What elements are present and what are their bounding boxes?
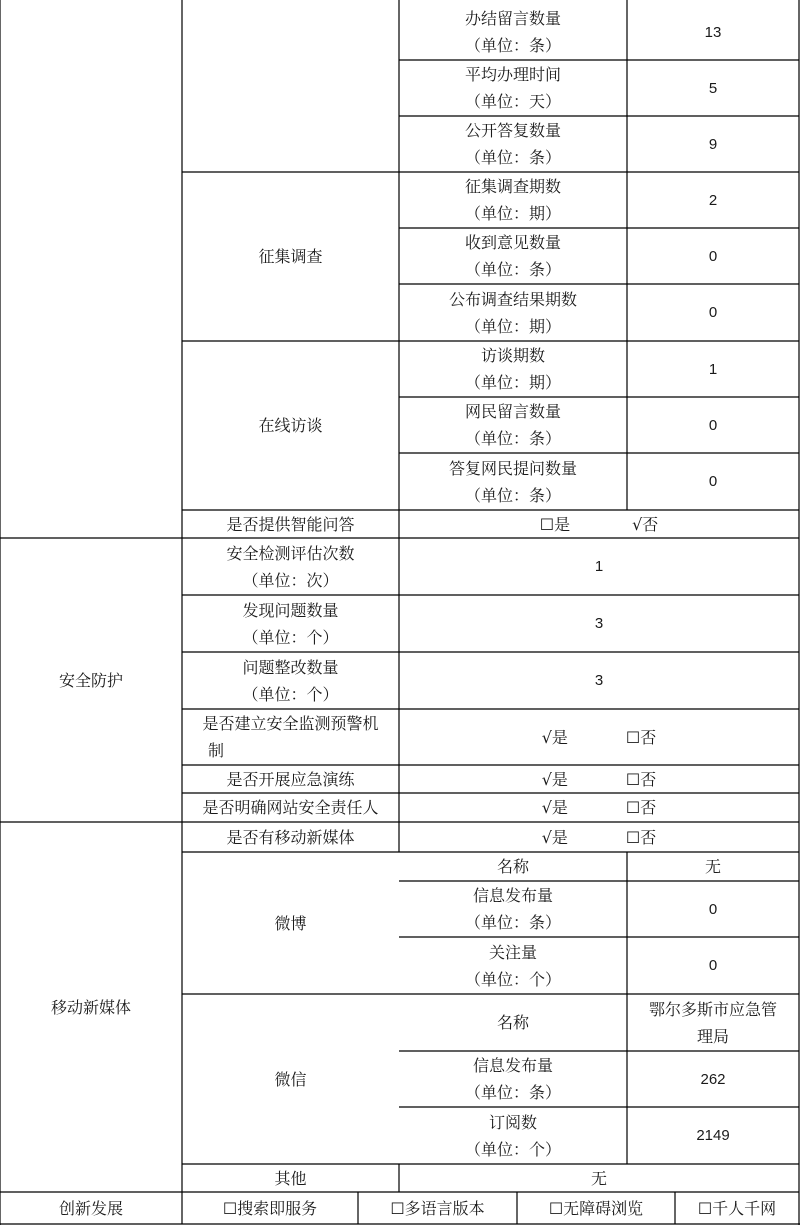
row-label: 是否建立安全监测预警机 制 [202,714,379,760]
yes-no-choice: √是 ☐否 [541,727,657,747]
yes-no-choice: √是 ☐否 [541,827,657,847]
row-value: 0 [708,900,718,918]
row-label: 名称 [496,1013,529,1032]
section-innovation: 创新发展 [58,1198,123,1218]
row-label: 是否提供智能问答 [226,514,355,534]
row-label: 答复网民提问数量 （单位：条） [448,458,577,505]
row-value: 2 [708,191,718,209]
section-security: 安全防护 [58,670,123,690]
row-value: 3 [594,672,604,689]
row-label: 名称 [496,857,529,876]
row-label: 发现问题数量 （单位：个） [242,600,339,647]
row-value: 1 [594,558,604,575]
row-value: 0 [708,304,718,321]
row-label: 关注量 （单位：个） [464,942,561,989]
group-weibo: 微博 [274,913,307,933]
row-label: 收到意见数量 （单位：条） [464,233,561,279]
row-label: 是否开展应急演练 [226,769,355,789]
row-value: 0 [708,473,718,490]
row-value: 无 [590,1168,607,1188]
yes-no-choice: ☐是 √否 [539,514,659,534]
row-label: 是否有移动新媒体 [226,827,355,847]
row-label: 信息发布量 （单位：条） [464,886,561,932]
row-value: 9 [708,135,718,153]
row-label: 平均办理时间 （单位：天） [464,65,561,111]
innovation-option: ☐多语言版本 [390,1198,485,1218]
row-value: 262 [700,1070,726,1088]
row-value: 1 [708,360,718,378]
innovation-option: ☐无障碍浏览 [548,1198,644,1218]
row-label: 网民留言数量 （单位：条） [464,402,561,448]
row-value: 3 [594,615,604,632]
group-survey: 征集调查 [258,247,323,266]
row-label: 访谈期数 （单位：期） [464,346,561,392]
row-value: 0 [708,247,718,265]
innovation-option: ☐搜索即服务 [222,1198,318,1218]
group-interview: 在线访谈 [258,416,323,435]
section-mobile: 移动新媒体 [50,997,131,1017]
row-label: 是否明确网站安全责任人 [202,798,379,817]
group-other: 其他 [274,1168,307,1188]
row-value: 0 [708,957,718,974]
yes-no-choice: √是 ☐否 [541,798,657,817]
row-value: 5 [708,79,718,97]
row-value: 2149 [696,1127,730,1144]
row-label: 信息发布量 （单位：条） [464,1056,561,1102]
group-wechat: 微信 [274,1069,307,1089]
innovation-option: ☐千人千网 [697,1198,777,1218]
row-label: 订阅数 （单位：个） [464,1112,561,1159]
yes-no-choice: √是 ☐否 [541,769,657,789]
row-label: 问题整改数量 （单位：个） [242,657,339,704]
row-label: 办结留言数量 （单位：条） [464,9,561,55]
row-label: 公布调查结果期数 （单位：期） [448,289,577,336]
row-label: 公开答复数量 （单位：条） [464,121,561,167]
row-value: 13 [704,23,722,41]
row-value: 鄂尔多斯市应急管 理局 [648,999,777,1046]
row-value: 无 [704,857,721,876]
row-label: 安全检测评估次数 （单位：次） [226,543,355,590]
row-value: 0 [708,416,718,434]
row-label: 征集调查期数 （单位：期） [464,177,561,223]
